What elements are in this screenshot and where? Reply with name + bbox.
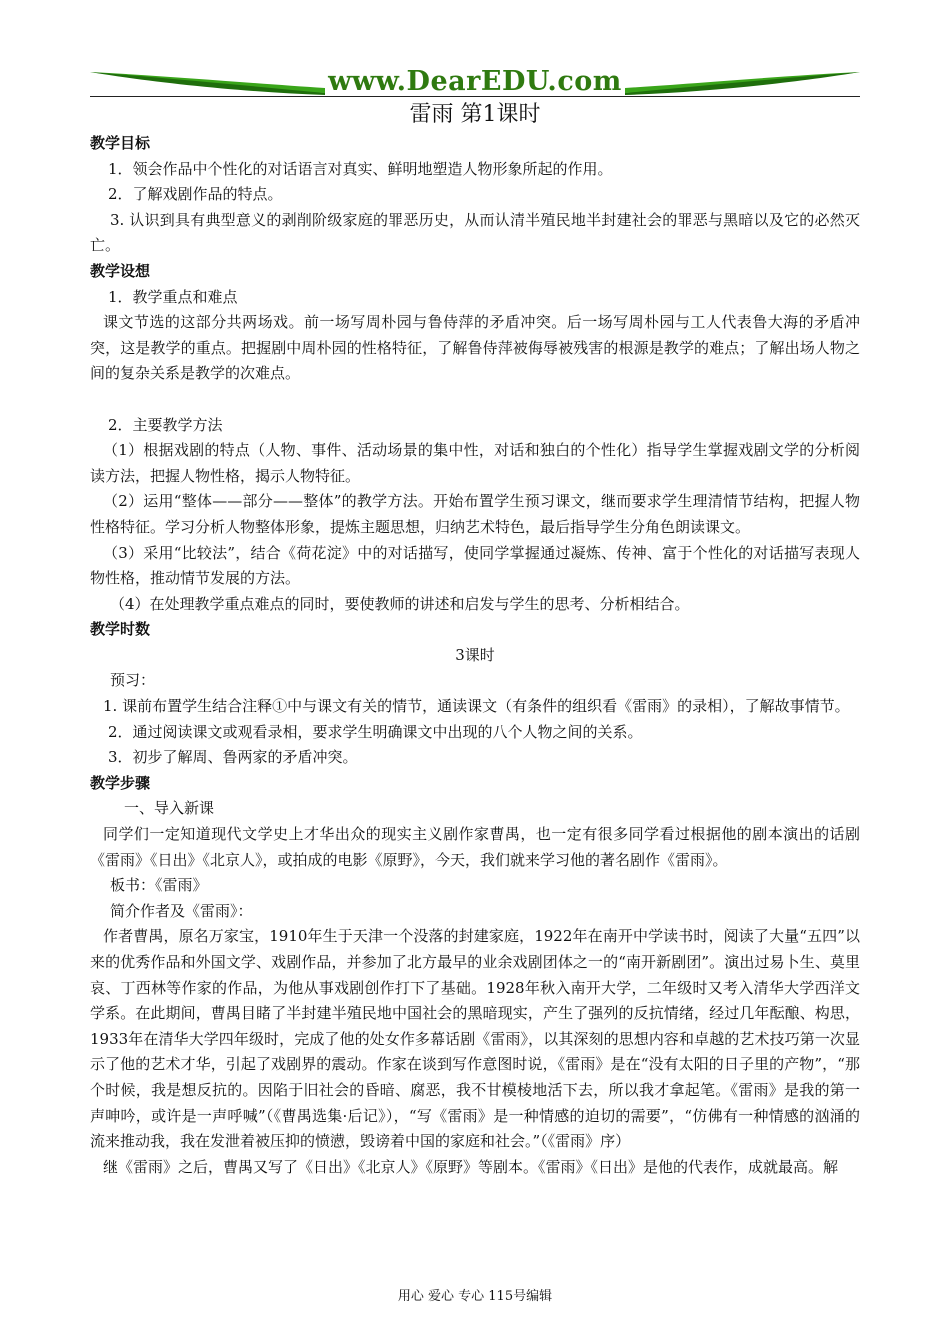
- page-title: 雷雨 第1课时: [409, 102, 541, 127]
- site-header: [90, 62, 860, 100]
- steps-paragraph-2: 作者曹禺，原名万家宝，1910年生于天津一个没落的封建家庭，1922年在南开中学读书时，阅读了大量“五四”以来的优秀作品和外国文学、戏剧作品，并参加了北方最早的业余戏剧团体之一的“南开新剧团”。演出过易卜生、莫里哀、丁西林等作家的作品，为他从事戏剧创作打下了基础。1928年秋入南开大学，二年级时又考入清华大学西洋文学系。在此期间，曹禺目睹了半封建半殖民地中国社会的黑暗现实，产生了强列的反抗情绪，经过几年酝酿、构思，1933年在清华大学四年级时，完成了他的处女作多幕话剧《雷雨》，以其深刻的思想内容和卓越的艺术技巧第一次显示了他的艺术才华，引起了戏剧界的震动。作家在谈到写作意图时说，《雷雨》是在“没有太阳的日子里的产物”，“那个时候，我是想反抗的。因陷于旧社会的昏暗、腐恶，我不甘模棱地活下去，所以我才拿起笔。《雷雨》是我的第一声呻吟，或许是一声呼喊”（《曹禺选集·后记》），“写《雷雨》是一种情感的迫切的需要”，“仿佛有一种情感的汹涌的流来推动我，我在发泄着被压抑的愤懑，毁谤着中国的家庭和社会。”（《雷雨》序）: [90, 927, 860, 1151]
- author-intro-label: 简介作者及《雷雨》：: [110, 901, 253, 920]
- document-body: [90, 131, 860, 1180]
- goal-item-3: 3. 认识到具有典型意义的剥削阶级家庭的罪恶历史，从而认清半殖民地半封建社会的罪恶与黑暗以及它的必然灭亡。: [90, 210, 860, 255]
- preview-item-3: 3．初步了解周、鲁两家的矛盾冲突。: [108, 748, 358, 767]
- steps-paragraph-1: 同学们一定知道现代文学史上才华出众的现实主义剧作家曹禺，也一定有很多同学看过根据他的剧本演出的话剧《雷雨》《日出》《北京人》，或拍成的电影《原野》，今天，我们就来学习他的著名剧作《雷雨》。: [90, 825, 860, 869]
- heading-design: 教学设想: [90, 261, 151, 280]
- header-rule: [90, 96, 860, 97]
- method-item-1: （1）根据戏剧的特点（人物、事件、活动场景的集中性，对话和独白的个性化）指导学生掌握戏剧文学的分析阅读方法，把握人物性格，揭示人物特征。: [90, 441, 860, 485]
- design-subheading-1: 1．教学重点和难点: [108, 287, 238, 306]
- design-paragraph-1: 课文节选的这部分共两场戏。前一场写周朴园与鲁侍萍的矛盾冲突。后一场写周朴园与工人代表鲁大海的矛盾冲突，这是教学的重点。把握剧中周朴园的性格特征，了解鲁侍萍被侮辱被残害的根源是教学的难点；了解出场人物之间的复杂关系是教学的次难点。: [90, 313, 860, 383]
- method-item-3: （3）采用“比较法”，结合《荷花淀》中的对话描写，使同学掌握通过凝炼、传神、富于个性化的对话描写表现人物性格，推动情节发展的方法。: [90, 543, 860, 588]
- method-item-4: （4）在处理教学重点难点的同时，要使教师的讲述和启发与学生的思考、分析相结合。: [110, 594, 690, 613]
- preview-item-2: 2．通过阅读课文或观看录相，要求学生明确课文中出现的八个人物之间的关系。: [108, 722, 643, 741]
- board-note: 板书：《雷雨》: [110, 876, 208, 895]
- preview-label: 预习：: [110, 671, 156, 690]
- heading-hours: 教学时数: [90, 620, 151, 639]
- page-footer: 用心 爱心 专心 115号编辑: [397, 1289, 553, 1304]
- site-logo: www.DearEDU.com: [328, 66, 622, 97]
- steps-subheading-1: 一、导入新课: [124, 799, 215, 818]
- steps-paragraph-3: 继《雷雨》之后，曹禺又写了《日出》《北京人》《原野》等剧本。《雷雨》《日出》是他的代表作，成就最高。解: [103, 1157, 839, 1176]
- hours-value: 3课时: [455, 645, 495, 664]
- preview-item-1: 1. 课前布置学生结合注释①中与课文有关的情节，通读课文（有条件的组织看《雷雨》的录相），了解故事情节。: [103, 697, 850, 716]
- goal-item-2: 2．了解戏剧作品的特点。: [108, 185, 283, 204]
- blank-line: [90, 387, 860, 413]
- goal-item-1: 1．领会作品中个性化的对话语言对真实、鲜明地塑造人物形象所起的作用。: [108, 159, 613, 178]
- heading-steps: 教学步骤: [90, 773, 151, 792]
- method-item-2: （2）运用“整体——部分——整体”的教学方法。开始布置学生预习课文，继而要求学生理清情节结构，把握人物性格特征。学习分析人物整体形象，提炼主题思想，归纳艺术特色，最后指导学生分角色朗读课文。: [90, 492, 860, 536]
- design-subheading-2: 2．主要教学方法: [108, 415, 223, 434]
- heading-goals: 教学目标: [90, 134, 151, 152]
